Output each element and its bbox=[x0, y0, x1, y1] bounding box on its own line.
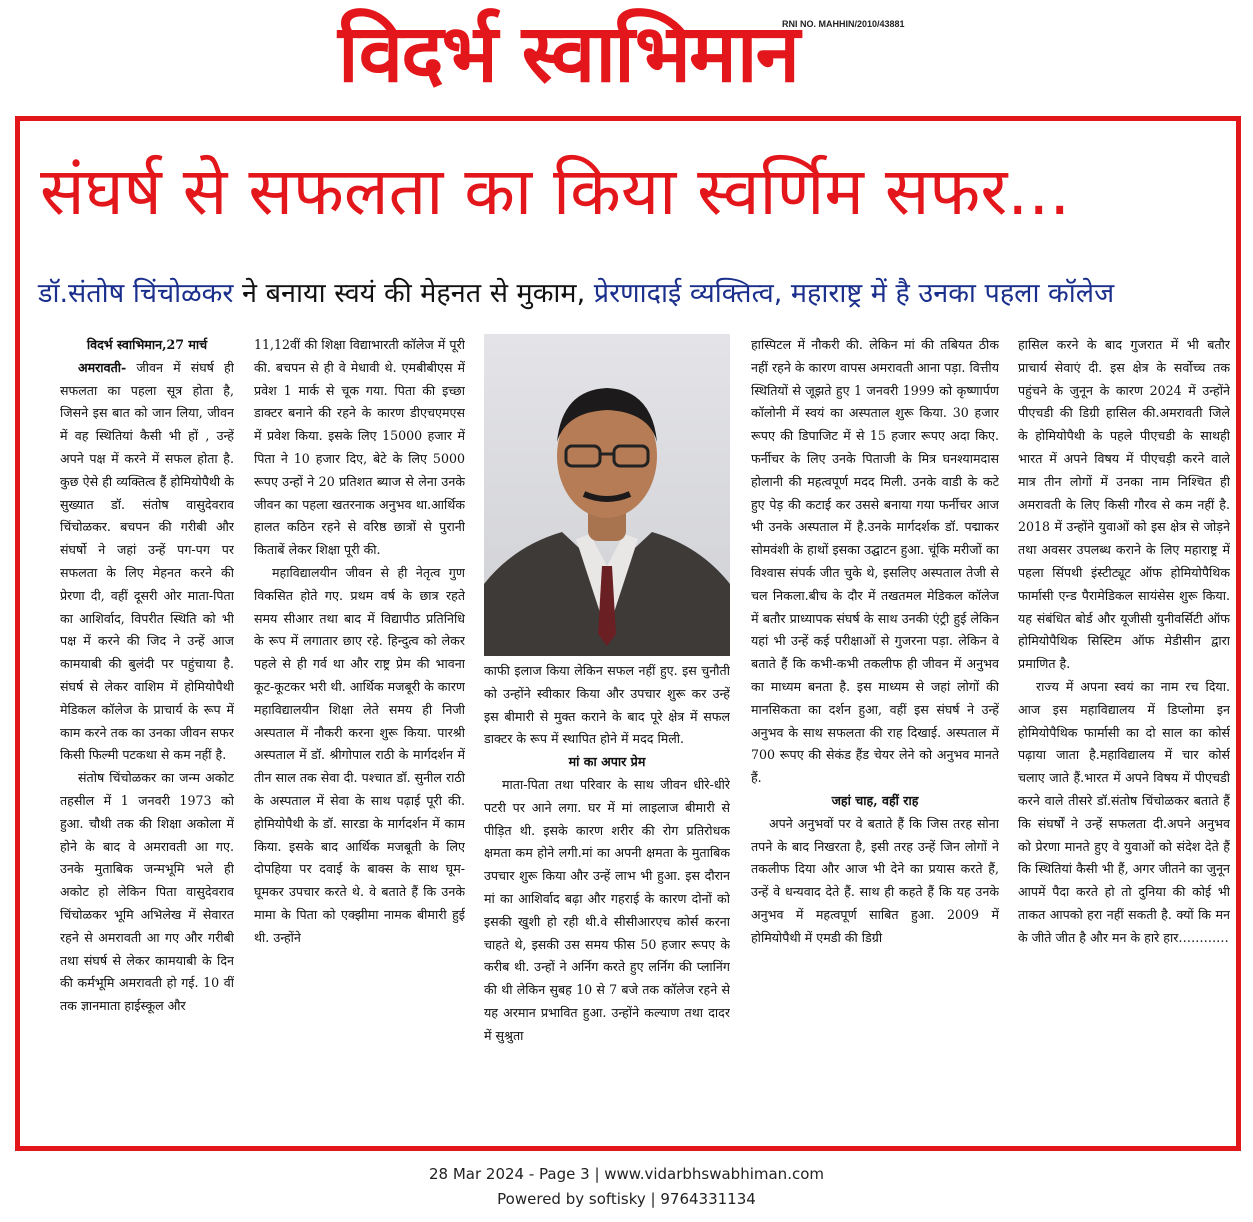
rni-number: RNI NO. MAHHIN/2010/43881 bbox=[782, 19, 905, 29]
dateline: विदर्भ स्वाभिमान,27 मार्च bbox=[86, 337, 208, 352]
article-column-1 bbox=[60, 334, 234, 1134]
subhead-part2: प्रेरणादाई व्यक्तित्व, महाराष्ट्र में है उनका पहला कॉलेज bbox=[593, 278, 1115, 309]
subheadline bbox=[38, 270, 1218, 318]
masthead bbox=[0, 0, 1253, 112]
paragraph: महाविद्यालयीन जीवन से ही नेतृत्व गुण विकसित होते गए. प्रथम वर्ष के छात्र रहते समय सीआर तथा बाद में विद्यापीठ प्रतिनिधि के रूप में लगातार छाए रहे. हिन्दुत्व को लेकर पहले से ही गर्व था और राष्ट्र प्रेम की भावना कूट-कूटकर भरी थी. आर्थिक मजबूरी के कारण महाविद्यालयीन शिक्षा लेते समय ही निजी अस्पताल में नौकरी करना शुरू किया. पारश्री अस्पताल में डॉ. श्रीगोपाल राठी के मार्गदर्शन में तीन साल तक सेवा दी. पश्चात डॉ. सुनील राठी के अस्पताल में सेवा के साथ पढ़ाई पूरी की. होमियोपैथी के डॉ. सारडा के मार्गदर्शन में काम किया. इसके बाद आर्थिक मजबूती के लिए दोपहिया पर दवाई के बाक्स के साथ घूम-घूमकर उपचार करते थे. वे बताते हैं कि उनके मामा के पिता को एक्झीमा नामक बीमारी हुई थी. उन्होंने bbox=[254, 564, 465, 945]
headline: संघर्ष से सफलता का किया स्वर्णिम सफर... bbox=[40, 153, 1071, 230]
paragraph: राज्य में अपना स्वयं का नाम रच दिया. आज इस महाविद्यालय में डिप्लोमा इन होमियोपैथिक फार्मासी का दो साल का कोर्स पढ़ाया जाता है.महाविद्यालय में चार कोर्स चलाए जाते हैं.भारत में अपने विषय में पीएचडी करने वाले तीसरे डॉ.संतोष चिंचोळकर बताते हैं कि संघर्षों ने उन्हें सफलता दी.अपने अनुभव को प्रेरणा मानते हुए वे युवाओं को संदेश देते हैं कि स्थितियां कैसी भी हैं, अगर जीतने का जुनून आपमें पैदा करते हो तो दुनिया की कोई भी ताकत आपको हरा नहीं सकती है. क्यों कि मन के जीते जीत है और मन के हारे हार………… bbox=[1018, 678, 1230, 945]
newspaper-logo: विदर्भ स्वाभिमान bbox=[338, 7, 799, 100]
paragraph: हासिल करने के बाद गुजरात में भी बतौर प्राचार्य सेवाएं दी. इस क्षेत्र के सर्वोच्च तक पहुंचने के जुनून के कारण 2024 में उन्होंने पीएचडी की डिग्री हासिल की.अमरावती जिले के होमियोपैथी के पहले पीएचडी के साथही भारत में अपने विषय में पीएचड़ी करने वाले मात्र तीन लोगों में उनका नाम निश्चित ही अमरावती के लिए किसी गौरव से कम नहीं है. 2018 में उन्होंने युवाओं को इस क्षेत्र से जोड़ने तथा अवसर उपलब्ध कराने के लिए महाराष्ट्र में पहला सिंपथी इंस्टीट्यूट ऑफ होमियोपैथिक फार्मासी एन्ड पैरामेडिकल सायंसेस शुरू किया. यह संबंधित बोर्ड और यूजीसी युनीवर्सिटी ऑफ होमियोपैथिक सिस्टिम ऑफ मेडीसीन द्वारा प्रमाणित है. bbox=[1018, 337, 1230, 672]
portrait-illustration bbox=[484, 334, 730, 656]
paragraph: माता-पिता तथा परिवार के साथ जीवन धीरे-धीरे पटरी पर आने लगा. घर में मां लाइलाज बीमारी से पीड़ित थी. इसके कारण शरीर की रोग प्रतिरोधक क्षमता कम होने लगी.मां का अपनी क्षमता के मुताबिक उपचार शुरू किया और उन्हें लाभ भी हुआ. इस दौरान मां का आशिर्वाद बढ़ा और गहराई के कारण दोनों को इसकी खुशी हो रही थी.वे सीसीआरएच कोर्स करना चाहते थे, इसकी उस समय फीस 50 हजार रूपए के करीब थी. उन्हों ने अर्निग करते हुए लर्निग की प्लानिंग की थी लेकिन सुबह 10 से 7 बजे तक कॉलेज रहने से यह अरमान प्रभावित हुआ. उन्होंने कल्याण तथा दादर में सुश्रुता bbox=[484, 776, 730, 1043]
paragraph: अपने अनुभवों पर वे बताते हैं कि जिस तरह सोना तपने के बाद निखरता है, इसी तरह उन्हें जिन लोगों ने तकलीफ दिया और आज भी देने का प्रयास करते हैं, उन्हें वे धन्यवाद देते हैं. साथ ही कहते हैं कि यह उनके अनुभव में महत्वपूर्ण साबित हुआ. 2009 में होमियोपैथी में एमडी की डिग्री bbox=[751, 815, 999, 945]
section-subhead: मां का अपार प्रेम bbox=[568, 754, 646, 770]
paragraph: 11,12वीं की शिक्षा विद्याभारती कॉलेज में पूरी की. बचपन से ही वे मेधावी थे. एमबीबीएस में प्रवेश 1 मार्क से चूक गया. पिता की इच्छा डाक्टर बनाने की रहने के कारण डीएचएमएस में प्रवेश किया. इसके लिए 15000 हजार में पिता ने 10 हजार दिए, बेटे के लिए 5000 रूपए उन्हों ने 20 प्रतिशत ब्याज से लेना उनके जीवन का पहला खतरनाक अनुभव था.आर्थिक हालत कठिन रहने से वरिष्ठ छात्रों से पुरानी किताबें लेकर शिक्षा पूरी की. bbox=[254, 337, 465, 558]
section-subhead: जहां चाह, वहीं राह bbox=[831, 792, 919, 808]
article-column-2 bbox=[254, 334, 465, 1134]
paragraph-text: जीवन में संघर्ष ही सफलता का पहला सूत्र होता है, जिसने इस बात को जान लिया, जीवन में वह स्थितियां कैसी भी हों , उन्हें अपने पक्ष में करने में सफल होता है. कुछ ऐसे ही व्यक्तित्व हैं होमियोपैथी के सुख्यात डॉ. संतोष वासुदेवराव चिंचोळकर. बचपन की गरीबी और संघर्षो ने जहां उन्हें पग-पग पर सफलता के लिए मेहनत करने की प्रेरणा दी, वहीं दूसरी ओर माता-पिता का आशिर्वाद, विपरीत स्थिति को भी पक्ष में करने की जिद ने उन्हें आज कामयाबी की बुलंदी पर पहुंचाया है. संघर्ष से लेकर वाशिम में होमियोपैथी मेडिकल कॉलेज के प्राचार्य के रूप में काम करने तक का उनका जीवन सफर किसी फिल्मी पटकथा से कम नहीं है. bbox=[60, 359, 234, 763]
article-column-5 bbox=[1018, 334, 1230, 1134]
place-label: अमरावती- bbox=[78, 359, 127, 375]
portrait-photo bbox=[484, 334, 730, 656]
footer-date-page: 28 Mar 2024 - Page 3 | www.vidarbhswabhiman.com bbox=[429, 1165, 824, 1183]
paragraph: संतोष चिंचोळकर का जन्म अकोट तहसील में 1 जनवरी 1973 को हुआ. चौथी तक की शिक्षा अकोला में होने के बाद वे अमरावती आ गए. उनके मुताबिक जन्मभूमि भले ही अकोट हो लेकिन पिता वासुदेवराव चिंचोळकर भूमि अभिलेख में सेवारत रहने से अमरावती आ गए और गरीबी तथा संघर्ष से लेकर कामयाबी के दिन की कर्मभूमि अमरावती हो गई. 10 वीं तक ज्ञानमाता हाईस्कूल और bbox=[60, 770, 234, 1014]
paragraph: काफी इलाज किया लेकिन सफल नहीं हुए. इस चुनौती को उन्होंने स्वीकार किया और उपचार शुरू कर उन्हें इस बीमारी से मुक्त कराने के बाद पूरे क्षेत्र में सफल डाक्टर के रूप में स्थापित होने में मदद मिली. bbox=[484, 663, 730, 747]
subhead-mid: ने बनाया स्वयं की मेहनत से मुकाम, bbox=[233, 278, 594, 309]
footer-powered-by: Powered by softisky | 9764331134 bbox=[497, 1190, 756, 1208]
article-column-3 bbox=[484, 660, 730, 1130]
paragraph: हास्पिटल में नौकरी की. लेकिन मां की तबियत ठीक नहीं रहने के कारण वापस अमरावती आना पड़ा. वित्तीय स्थितियों से जूझते हुए 1 जनवरी 1999 को कृष्णार्पण कॉलोनी में स्वयं का अस्पताल शुरू किया. 30 हजार रूपए की डिपाजिट में से 15 हजार रूपए अदा किए. फर्नीचर के लिए उनके पिताजी के मित्र घनश्यामदास होलानी की महत्वपूर्ण मदद मिली. उनके वाडी के कटे हुए पेड़ की कटाई कर उससे बनाया गया फर्नीचर आज भी उनके अस्पताल में है.उनके मार्गदर्शक डॉ. पद्माकर सोमवंशी के हाथों इसका उद्घाटन हुआ. चूंकि मरीजों का विश्वास संपर्क जीत चुके थे, इसलिए अस्पताल तेजी से चल निकला.बीच के दौर में तखतमल मेडिकल कॉलेज में बतौर प्राध्यापक संघर्ष के साथ उनकी एंट्री हुई लेकिन यहां भी उन्हें कई परीक्षाओं से गुजरना पड़ा. लेकिन वे बताते हैं कि कभी-कभी तकलीफ ही जीवन में अनुभव का माध्यम बनता है. इस माध्यम से जहां लोगों की मानसिकता का दर्शन हुआ, वहीं इस संघर्ष ने उन्हें अनुभव के साथ सफलता की राह दिखाई. अस्पताल में 700 रूपए की सेकंड हैंड चेयर लेने को अनुभव मानते हैं. bbox=[751, 337, 999, 786]
subhead-name: डॉ.संतोष चिंचोळकर bbox=[38, 278, 234, 309]
article-column-4 bbox=[751, 334, 999, 1134]
paragraph bbox=[60, 357, 234, 767]
